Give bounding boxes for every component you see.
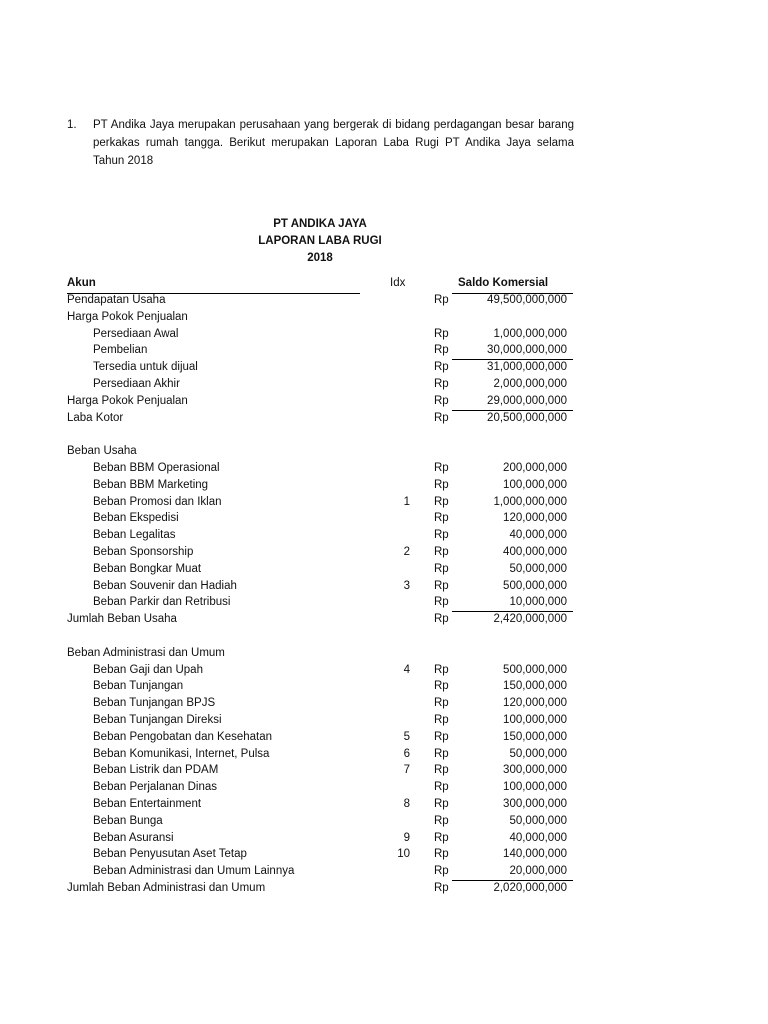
table-row (0, 731, 768, 748)
table-row (0, 781, 768, 798)
table-row (0, 395, 768, 412)
currency-label: Rp (434, 747, 449, 760)
currency-label: Rp (434, 327, 449, 340)
currency-label: Rp (434, 462, 449, 474)
account-name: Laba Kotor (67, 411, 124, 424)
table-row (0, 445, 768, 462)
currency-label: Rp (434, 411, 449, 424)
account-name: Beban Bongkar Muat (93, 562, 202, 575)
amount-value: 2,420,000,000 (493, 613, 567, 626)
account-name: Jumlah Beban Administrasi dan Umum (67, 882, 266, 894)
index-number: 10 (397, 848, 410, 861)
account-column-header: Akun (67, 277, 96, 289)
currency-label: Rp (434, 697, 449, 710)
table-row (0, 412, 768, 429)
account-name: Beban Tunjangan Direksi (93, 714, 222, 726)
account-name: Pembelian (93, 344, 148, 357)
amount-value: 100,000,000 (503, 781, 567, 794)
intro-paragraph (67, 116, 574, 170)
amount-value: 300,000,000 (503, 764, 567, 777)
account-name: Beban BBM Marketing (93, 478, 209, 491)
table-row (0, 680, 768, 697)
amount-value: 1,000,000,000 (493, 495, 567, 508)
account-name: Beban Legalitas (93, 529, 176, 542)
amount-value: 40,000,000 (509, 831, 567, 844)
table-row (0, 764, 768, 781)
account-name: Beban Promosi dan Iklan (93, 495, 222, 508)
intro-text: PT Andika Jaya merupakan perusahaan yang bergerak di bidang perdagangan besar barang perkakas rumah tangga. Berikut merupakan Laporan Laba Rugi PT Andika Jaya selama Tahun 2018 (93, 119, 574, 167)
account-name: Beban Ekspedisi (93, 512, 179, 525)
index-number: 7 (403, 764, 410, 777)
amount-value: 10,000,000 (509, 596, 567, 609)
table-row (0, 865, 768, 882)
currency-label: Rp (434, 478, 449, 491)
index-number: 2 (403, 546, 410, 558)
account-name: Harga Pokok Penjualan (67, 310, 188, 323)
company-name: PT ANDIKA JAYA (273, 218, 367, 230)
account-name: Beban Pengobatan dan Kesehatan (93, 730, 273, 743)
account-name: Beban Souvenir dan Hadiah (93, 579, 237, 592)
table-row (0, 512, 768, 529)
currency-label: Rp (434, 512, 449, 525)
currency-label: Rp (434, 781, 449, 794)
table-row (0, 378, 768, 395)
amount-value: 20,500,000,000 (487, 411, 567, 424)
table-row (0, 748, 768, 765)
amount-value: 31,000,000,000 (487, 361, 567, 374)
account-name: Beban Sponsorship (93, 546, 194, 558)
amount-value: 100,000,000 (503, 478, 567, 491)
currency-label: Rp (434, 378, 449, 390)
table-row (0, 344, 768, 361)
account-name: Persediaan Awal (93, 327, 179, 340)
account-name: Persediaan Akhir (93, 378, 180, 390)
account-name: Beban Bunga (93, 814, 163, 827)
amount-value: 2,020,000,000 (493, 882, 567, 894)
table-row (0, 848, 768, 865)
currency-label: Rp (434, 730, 449, 743)
table-row (0, 546, 768, 563)
currency-label: Rp (434, 764, 449, 777)
table-row (0, 613, 768, 630)
currency-label: Rp (434, 394, 449, 407)
table-row (0, 529, 768, 546)
currency-label: Rp (434, 529, 449, 542)
account-name: Beban Entertainment (93, 798, 202, 810)
amount-value: 400,000,000 (503, 546, 567, 558)
currency-label: Rp (434, 882, 449, 894)
amount-value: 150,000,000 (503, 680, 567, 693)
account-name: Beban Listrik dan PDAM (93, 764, 219, 777)
table-row (0, 882, 768, 899)
account-name: Beban Administrasi dan Umum Lainnya (93, 865, 295, 878)
index-number: 6 (403, 747, 410, 760)
account-name: Beban BBM Operasional (93, 462, 220, 474)
amount-value: 40,000,000 (509, 529, 567, 542)
account-name: Harga Pokok Penjualan (67, 394, 188, 407)
account-name: Beban Perjalanan Dinas (93, 781, 218, 794)
currency-label: Rp (434, 714, 449, 726)
account-name: Jumlah Beban Usaha (67, 613, 177, 626)
currency-label: Rp (434, 663, 449, 676)
amount-value: 200,000,000 (503, 462, 567, 474)
account-name: Pendapatan Usaha (67, 294, 166, 306)
table-row (0, 647, 768, 664)
currency-label: Rp (434, 798, 449, 810)
amount-value: 50,000,000 (509, 747, 567, 760)
report-title: LAPORAN LABA RUGI (258, 235, 382, 247)
currency-label: Rp (434, 361, 449, 374)
currency-label: Rp (434, 680, 449, 693)
table-row (0, 428, 768, 445)
table-row (0, 496, 768, 513)
amount-value: 50,000,000 (509, 562, 567, 575)
account-name: Beban Tunjangan (93, 680, 184, 693)
index-number: 3 (403, 579, 410, 592)
table-row (0, 798, 768, 815)
amount-value: 100,000,000 (503, 714, 567, 726)
intro-number: 1. (67, 119, 77, 131)
amount-value: 49,500,000,000 (487, 294, 567, 306)
currency-label: Rp (434, 613, 449, 626)
currency-label: Rp (434, 294, 449, 306)
currency-label: Rp (434, 579, 449, 592)
index-number: 5 (403, 730, 410, 743)
account-name: Beban Komunikasi, Internet, Pulsa (93, 747, 270, 760)
table-row (0, 596, 768, 613)
currency-label: Rp (434, 865, 449, 878)
table-row (0, 361, 768, 378)
index-number: 1 (403, 495, 410, 508)
amount-value: 29,000,000,000 (487, 394, 567, 407)
balance-column-header: Saldo Komersial (458, 277, 549, 289)
account-name: Beban Parkir dan Retribusi (93, 596, 231, 609)
table-row (0, 815, 768, 832)
table-row (0, 697, 768, 714)
report-year: 2018 (307, 252, 333, 264)
account-name: Beban Administrasi dan Umum (67, 646, 225, 659)
amount-value: 2,000,000,000 (493, 378, 567, 390)
table-row (0, 580, 768, 597)
currency-label: Rp (434, 344, 449, 357)
amount-value: 20,000,000 (509, 865, 567, 878)
currency-label: Rp (434, 814, 449, 827)
account-name: Beban Asuransi (93, 831, 174, 844)
amount-value: 300,000,000 (503, 798, 567, 810)
account-name: Tersedia untuk dijual (93, 361, 198, 374)
amount-value: 150,000,000 (503, 730, 567, 743)
amount-value: 500,000,000 (503, 579, 567, 592)
amount-value: 50,000,000 (509, 814, 567, 827)
amount-value: 140,000,000 (503, 848, 567, 861)
index-number: 9 (403, 831, 410, 844)
index-number: 8 (403, 798, 410, 810)
amount-value: 500,000,000 (503, 663, 567, 676)
table-row (0, 462, 768, 479)
account-name: Beban Penyusutan Aset Tetap (93, 848, 247, 861)
amount-value: 120,000,000 (503, 512, 567, 525)
currency-label: Rp (434, 546, 449, 558)
table-row (0, 714, 768, 731)
currency-label: Rp (434, 831, 449, 844)
table-row (0, 311, 768, 328)
currency-label: Rp (434, 562, 449, 575)
index-number: 4 (403, 663, 410, 676)
table-row (0, 832, 768, 849)
account-name: Beban Gaji dan Upah (93, 663, 203, 676)
account-name: Beban Usaha (67, 445, 137, 458)
currency-label: Rp (434, 495, 449, 508)
table-row (0, 479, 768, 496)
table-row (0, 328, 768, 345)
amount-value: 30,000,000,000 (487, 344, 567, 357)
table-row (0, 294, 768, 311)
currency-label: Rp (434, 596, 449, 609)
index-column-header: Idx (390, 277, 406, 289)
amount-value: 120,000,000 (503, 697, 567, 710)
currency-label: Rp (434, 848, 449, 861)
amount-value: 1,000,000,000 (493, 327, 567, 340)
account-name: Beban Tunjangan BPJS (93, 697, 216, 710)
table-row (0, 563, 768, 580)
table-row (0, 630, 768, 647)
table-row (0, 664, 768, 681)
